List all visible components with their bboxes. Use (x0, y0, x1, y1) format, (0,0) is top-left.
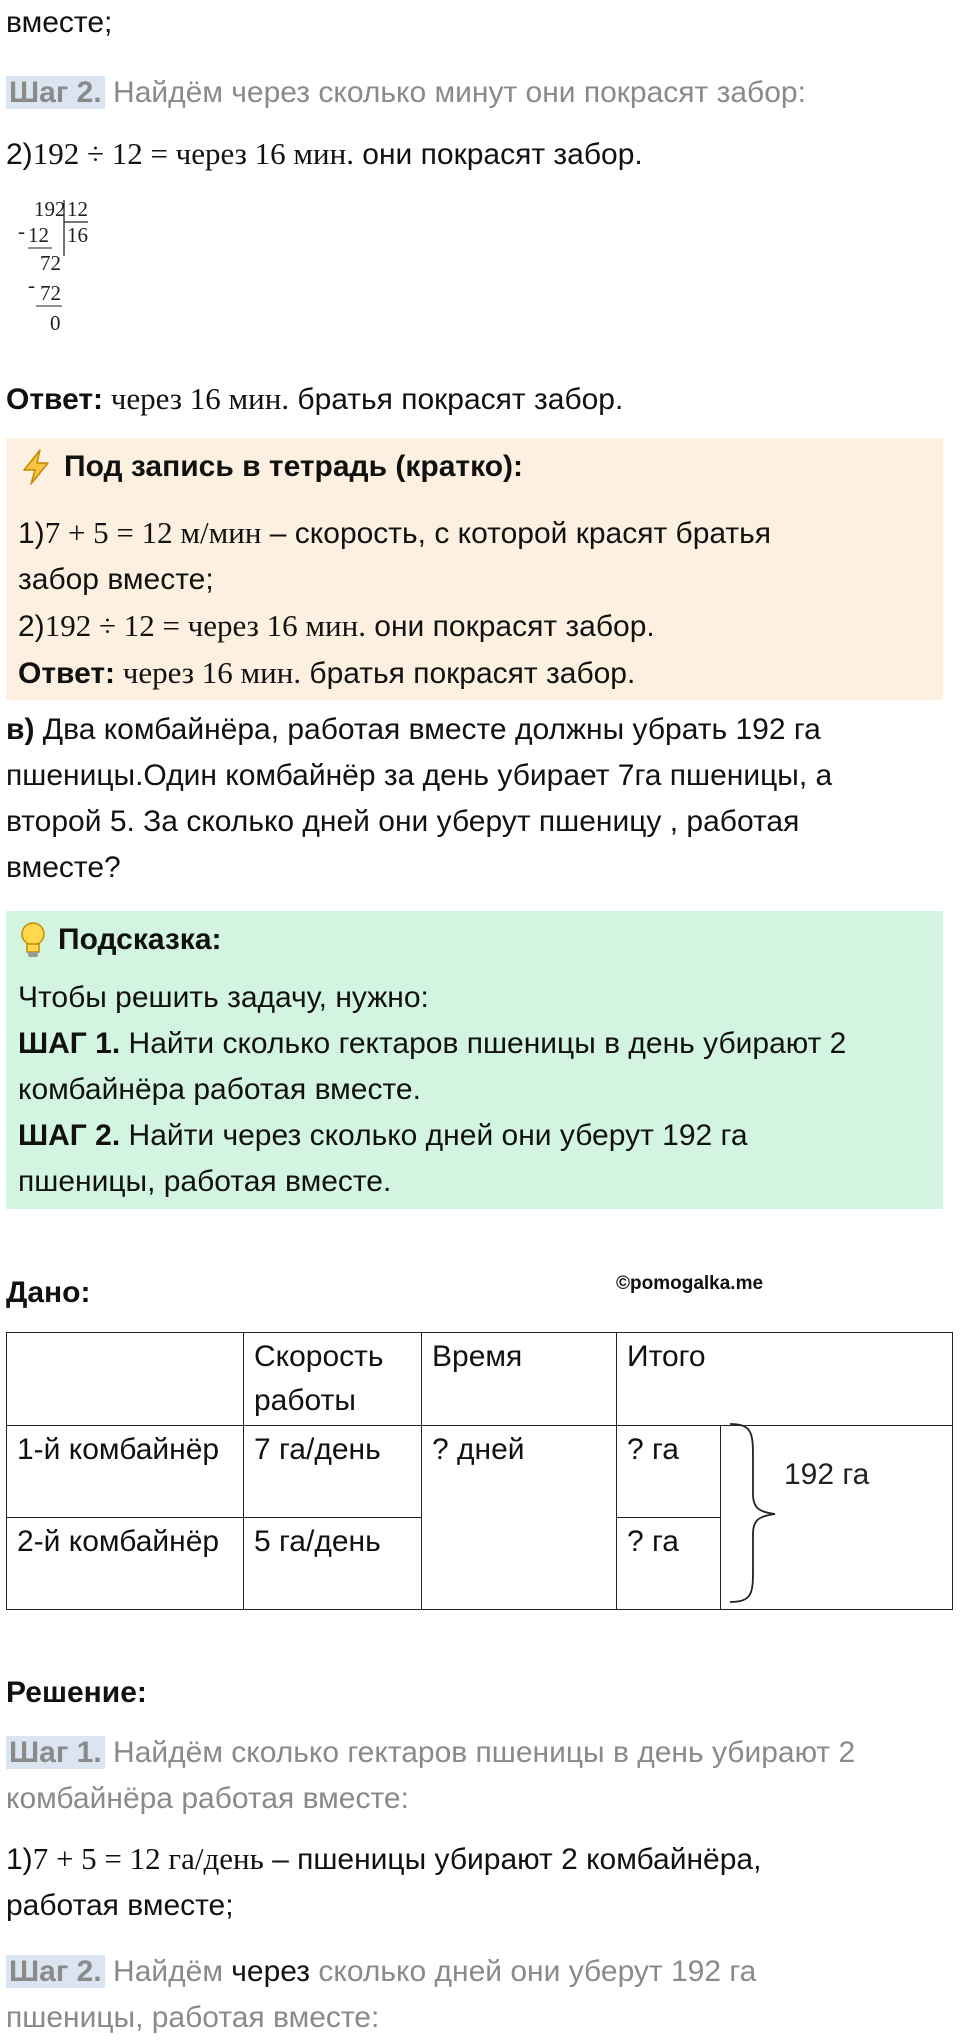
problem-text: Два комбайнёра, работая вместе должны убрать 192 га (34, 713, 821, 746)
table-header-cell: Итого (617, 1333, 953, 1426)
table-cell-speed: 7 га/день (244, 1426, 422, 1518)
solution-section (6, 1670, 950, 2041)
problem-line (6, 707, 950, 753)
dividend: 192 (34, 197, 66, 221)
step-tag: Шаг 1. (6, 1736, 105, 1769)
hint-intro: Чтобы решить задачу, нужно: (18, 981, 429, 1014)
notebook-answer (18, 650, 931, 697)
minus-sign: - (18, 219, 25, 243)
table-header-cell (7, 1333, 244, 1426)
table-cell-total: ? га (617, 1426, 721, 1518)
remainder-2: 0 (50, 311, 61, 335)
table-header-cell: Время (422, 1333, 617, 1426)
problem-line: вместе? (6, 851, 121, 884)
calc-text: – пшеницы убирают 2 комбайнёра, (263, 1843, 762, 1876)
line-prefix: 1) (18, 517, 45, 550)
table-cell-speed: 5 га/день (244, 1518, 422, 1610)
notebook-line-1-cont: забор вместе; (18, 563, 214, 596)
notebook-box-title: Под запись в тетрадь (кратко): (64, 450, 524, 483)
sol-step-2-cont: пшеницы, работая вместе: (6, 2001, 380, 2034)
line-math: 7 + 5 = 12 м/мин (44, 515, 262, 550)
quotient: 16 (67, 223, 88, 247)
curly-brace (725, 1420, 781, 1606)
line-prefix: 2) (18, 610, 45, 643)
hint-box (6, 911, 943, 1209)
hint-box-heading (18, 911, 931, 969)
calc-math: 7 + 5 = 12 га/день (32, 1841, 264, 1876)
calc-line-2 (6, 131, 643, 178)
hint-step-label: ШАГ 2. (18, 1119, 121, 1152)
sol-step-2 (6, 1949, 950, 1995)
step2-heading (6, 70, 806, 116)
answer-label: Ответ: (6, 383, 104, 416)
subtrahend-2: 72 (40, 281, 61, 305)
line-math: 192 ÷ 12 = через 16 мин. (44, 608, 366, 643)
step-tag: Шаг 2. (6, 1955, 105, 1988)
sol-calc-1 (6, 1836, 950, 1883)
remainder-1: 72 (40, 251, 61, 275)
problem-v (6, 707, 950, 891)
hint-step-text: Найти через сколько дней они уберут 192 га (120, 1119, 748, 1152)
step-text: сколько дней они уберут 192 га (310, 1955, 757, 1988)
step-text: Найдём через сколько минут они покрасят забор: (104, 76, 806, 109)
table-cell-total: ? га (617, 1518, 721, 1610)
problem-line: второй 5. За сколько дней они уберут пшеницу , работая (6, 805, 800, 838)
sol-step-1 (6, 1730, 950, 1776)
hint-box-title: Подсказка: (58, 923, 222, 956)
subtrahend-1: 12 (28, 223, 49, 247)
notebook-box-heading (18, 438, 931, 496)
minus-sign: - (28, 273, 35, 297)
table-cell-name: 2-й комбайнёр (7, 1518, 244, 1610)
line-text: – скорость, с которой красят братья (261, 517, 772, 550)
solution-label: Решение: (6, 1676, 147, 1709)
hint-step-1 (18, 1021, 931, 1067)
hint-step-1-cont: комбайнёра работая вместе. (18, 1073, 421, 1106)
calc-prefix: 2) (6, 138, 33, 171)
table-cell-time: ? дней (422, 1426, 617, 1610)
table-header-cell: Скорость работы (244, 1333, 422, 1426)
text-fragment: вместе; (6, 6, 113, 39)
answer-text: братья покрасят забор. (301, 657, 636, 690)
step-tag: Шаг 2. (6, 76, 105, 109)
divisor: 12 (67, 197, 88, 221)
step-text-dark: через (231, 1955, 311, 1988)
lightning-icon (18, 448, 54, 486)
calc-math: 192 ÷ 12 = через 16 мин. (32, 136, 354, 171)
watermark: ©pomogalka.me (616, 1273, 764, 1294)
answer-line (6, 376, 623, 423)
step-text: Найдём (104, 1955, 232, 1988)
sol-calc-1-cont: работая вместе; (6, 1889, 234, 1922)
given-label: Дано: (6, 1276, 91, 1309)
problem-line: пшеницы.Один комбайнёр за день убирает 7га пшеницы, а (6, 759, 833, 792)
notebook-line-2 (18, 603, 931, 650)
answer-text: братья покрасят забор. (289, 383, 624, 416)
calc-suffix: они покрасят забор. (353, 138, 643, 171)
sum-label: 192 га (784, 1458, 870, 1491)
table-header-row (7, 1333, 953, 1426)
line-text: они покрасят забор. (365, 610, 655, 643)
answer-math: через 16 мин. (115, 655, 302, 690)
hint-step-2-cont: пшеницы, работая вместе. (18, 1165, 392, 1198)
step-text: Найдём сколько гектаров пшеницы в день убирают 2 (104, 1736, 856, 1769)
answer-label: Ответ: (18, 657, 116, 690)
problem-label: в) (6, 713, 35, 746)
hint-step-2 (18, 1113, 931, 1159)
table-cell-name: 1-й комбайнёр (7, 1426, 244, 1518)
sol-step-1-cont: комбайнёра работая вместе: (6, 1782, 409, 1815)
notebook-line-1 (18, 510, 931, 557)
calc-prefix: 1) (6, 1843, 33, 1876)
answer-math: через 16 мин. (103, 381, 290, 416)
notebook-box (6, 438, 943, 700)
hint-step-text: Найти сколько гектаров пшеницы в день убирают 2 (120, 1027, 847, 1060)
hint-step-label: ШАГ 1. (18, 1027, 121, 1060)
lightbulb-icon (18, 920, 48, 960)
